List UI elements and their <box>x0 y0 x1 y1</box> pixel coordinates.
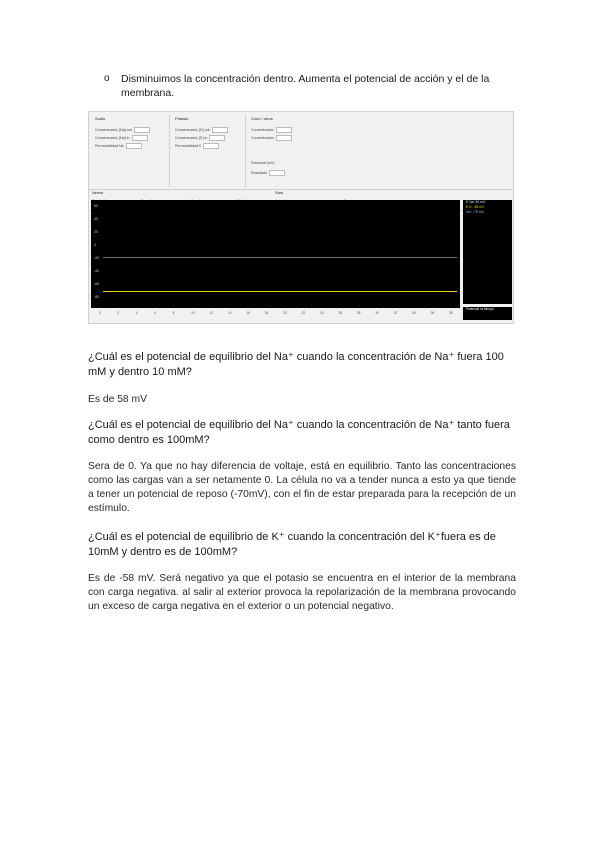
x-tick: 10 <box>191 311 195 315</box>
x-tick: 12 <box>209 311 214 315</box>
y-tick: 20 <box>94 230 98 234</box>
x-tick: 30 <box>375 311 379 315</box>
x-tick: 26 <box>338 311 343 315</box>
x-tick: 16 <box>246 311 250 315</box>
control-label: Start <box>275 191 284 195</box>
x-tick: 34 <box>412 311 416 315</box>
answer-2: Sera de 0. Ya que no hay diferencia de voltaje, está en equilibrio. Tanto las concentraciones como las cargas van a ser netamente 0. La célula no va a tender nunca a esto ya que tiende a tener un potencial de reposo (-70mV), con el fin de estar preparada para la recepción de un estímulo. <box>88 461 516 514</box>
x-tick: 0 <box>99 311 101 315</box>
y-tick: 60 <box>94 204 98 208</box>
potassium-panel <box>171 115 246 187</box>
y-tick: 40 <box>94 217 98 221</box>
y-tick: -60 <box>94 282 100 286</box>
bullet-item <box>104 72 516 100</box>
panel-title: Sodio <box>95 116 106 121</box>
x-tick: 18 <box>264 311 269 315</box>
legend-item: Vm: -70 mV <box>466 210 484 214</box>
y-tick: -40 <box>94 269 100 273</box>
answer-1: Es de 58 mV <box>88 394 147 405</box>
y-tick: 0 <box>94 243 96 247</box>
panel-row: Concentración [Na] out <box>95 127 150 133</box>
x-tick: 14 <box>227 311 232 315</box>
y-tick: -20 <box>94 256 100 260</box>
panel-row: Resultado <box>251 170 285 176</box>
bullet-marker: o <box>104 73 110 84</box>
x-axis <box>91 309 460 321</box>
panel-row: Concentración [Na] in <box>95 135 148 141</box>
panel-subtitle: Potencial (mV) <box>251 161 275 165</box>
y-tick: -80 <box>94 295 100 299</box>
question-2: ¿Cuál es el potencial de equilibrio del Na⁺ cuando la concentración de Na⁺ tanto fuera como dentro es 100mM? <box>88 419 510 446</box>
gray-trace <box>103 257 457 258</box>
answer-3: Es de -58 mV. Será negativo ya que el potasio se encuentra en el interior de la membrana con carga negativa. al salir al exterior provoca la repolarización de la membrana provocando un exceso de carga negativa en el exterior o un potencial negativo. <box>88 573 516 612</box>
legend <box>463 200 512 304</box>
panel-row: Permeabilidad Na <box>95 143 142 149</box>
sodium-panel <box>91 115 170 187</box>
legend-footer: Potencial vs tiempo <box>463 307 512 320</box>
x-tick: 36 <box>430 311 435 315</box>
x-tick: 4 <box>135 311 138 315</box>
x-tick: 6 <box>154 311 157 315</box>
panel-row: Concentración <box>251 135 292 141</box>
question-3: ¿Cuál es el potencial de equilibrio de K⁺ cuando la concentración del K⁺fuera es de 10mM y dentro es de 100mM? <box>88 531 496 558</box>
panel-row: Permeabilidad K <box>175 143 219 149</box>
legend-item: E Na: 50 mV <box>466 200 486 204</box>
simulator-screenshot <box>88 111 514 324</box>
bullet-text: Disminuimos la concentración dentro. Aumenta el potencial de acción y el de la membrana. <box>121 73 490 99</box>
x-tick: 28 <box>356 311 361 315</box>
x-tick: 2 <box>117 311 120 315</box>
yellow-trace <box>103 291 457 292</box>
x-tick: 20 <box>283 311 287 315</box>
x-tick: 24 <box>320 311 324 315</box>
x-tick: 38 <box>449 311 453 315</box>
panel-row: Concentración <box>251 127 292 133</box>
panel-row: Concentración [K] in <box>175 135 225 141</box>
legend-item: E K: -58 mV <box>466 205 485 209</box>
x-tick: 22 <box>301 311 306 315</box>
control-label: Nernst <box>92 191 104 195</box>
panel-row: Concentración [K] out <box>175 127 228 133</box>
panel-title: Cloro / otros <box>251 116 273 121</box>
x-tick: 8 <box>172 311 175 315</box>
plot-area <box>91 200 460 308</box>
x-tick: 32 <box>393 311 398 315</box>
question-1: ¿Cuál es el potencial de equilibrio del Na⁺ cuando la concentración de Na⁺ fuera 100 mM y dentro 10 mM? <box>88 351 504 378</box>
panel-title: Potasio <box>175 116 189 121</box>
chloride-panel <box>247 115 311 187</box>
